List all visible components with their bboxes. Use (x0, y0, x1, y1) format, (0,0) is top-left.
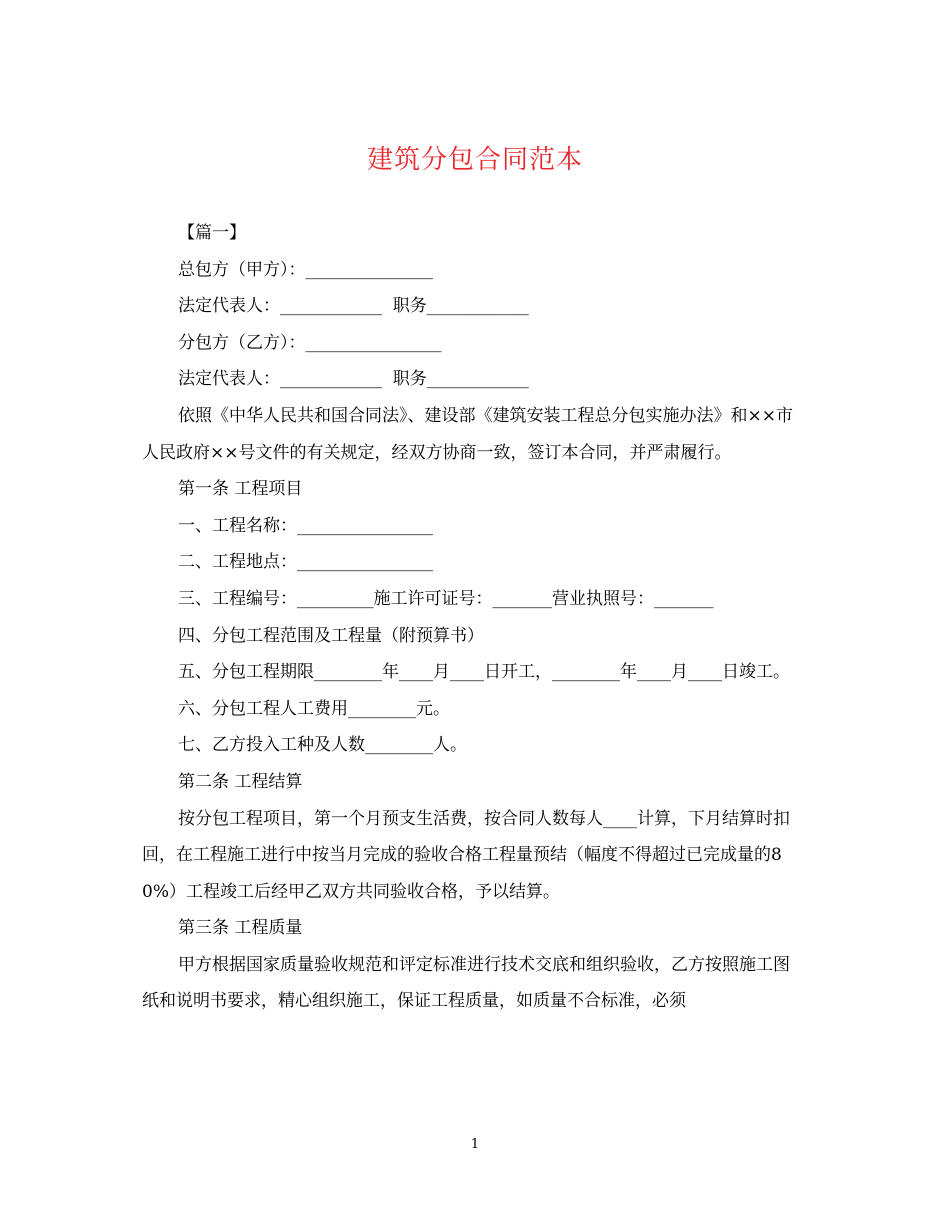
article-heading: 第三条 工程质量 (178, 918, 303, 939)
clause-item: 一、工程名称：________________ (178, 515, 433, 536)
party-a-line: 总包方（甲方）：_______________ (178, 259, 433, 280)
clause-item: 六、分包工程人工费用________元。 (178, 698, 450, 719)
party-b-line: 分包方（乙方）：________________ (178, 332, 442, 353)
clause-item: 二、工程地点：________________ (178, 552, 433, 573)
section-heading: 【篇一】 (178, 223, 246, 243)
clause-item: 七、乙方投入工种及人数________人。 (178, 735, 467, 756)
body-paragraph: 按分包工程项目，第一个月预支生活费，按合同人数每人____计算，下月结算时扣回，在工程施工进行中按当月完成的验收合格工程量预结（幅度不得超过已完成量的80%）工程竣工后经甲乙双方共同验收合格，予以结算。 (142, 808, 790, 902)
preamble-paragraph: 依照《中华人民共和国合同法》、建设部《建筑安装工程总分包实施办法》和××市人民政府××号文件的有关规定，经双方协商一致，签订本合同，并严肃履行。 (142, 405, 793, 463)
party-a-representative-line: 法定代表人：____________ 职务____________ (178, 296, 529, 317)
clause-item: 三、工程编号：_________施工许可证号：_______营业执照号：_______ (178, 588, 714, 609)
clause-item: 四、分包工程范围及工程量（附预算书） (178, 625, 484, 646)
document-body (142, 215, 798, 1020)
page-number: 1 (470, 1137, 480, 1152)
party-b-representative-line: 法定代表人：____________ 职务____________ (178, 369, 529, 390)
article-heading: 第一条 工程项目 (178, 479, 303, 500)
body-paragraph: 甲方根据国家质量验收规范和评定标准进行技术交底和组织验收，乙方按照施工图纸和说明书要求，精心组织施工，保证工程质量，如质量不合标准，必须 (142, 954, 790, 1012)
article-heading: 第二条 工程结算 (178, 771, 303, 792)
clause-item: 五、分包工程期限________年____月____日开工，________年____月____日竣工。 (178, 662, 790, 683)
document-title: 建筑分包合同范本 (366, 145, 583, 175)
